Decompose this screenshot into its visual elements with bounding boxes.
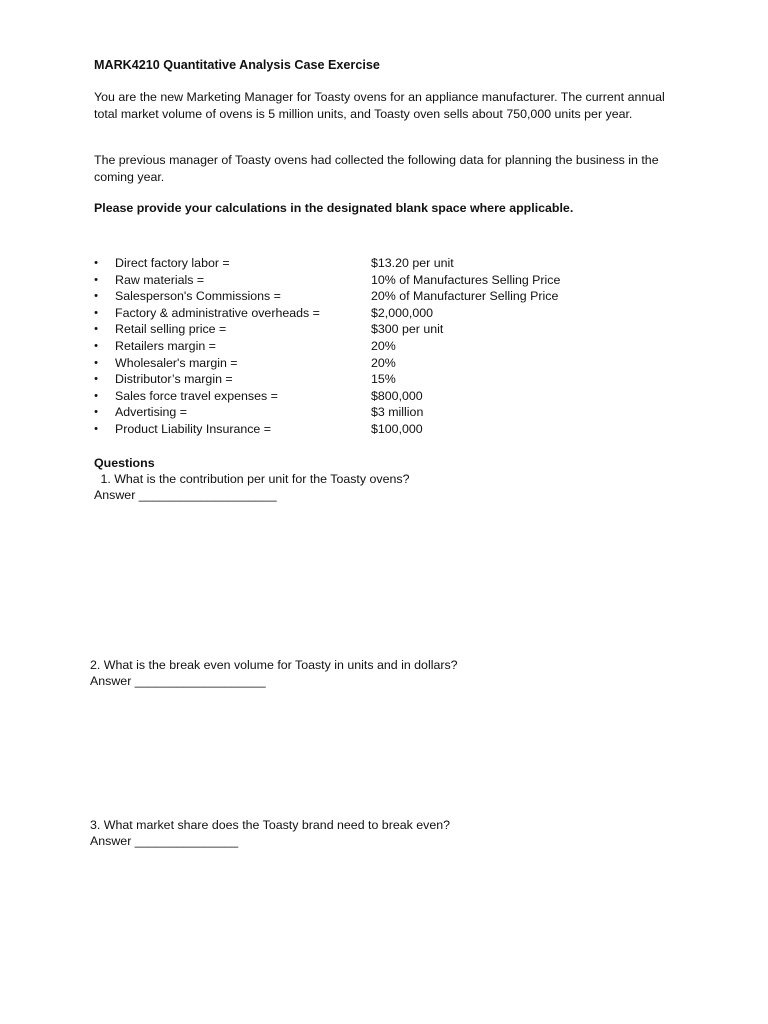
- list-item: [92, 255, 652, 272]
- bullet-icon: •: [94, 356, 98, 369]
- questions-heading: Questions: [94, 456, 155, 470]
- bullet-icon: •: [94, 323, 98, 336]
- item-label: Raw materials =: [115, 272, 205, 287]
- list-item: [92, 338, 652, 355]
- bullet-icon: •: [94, 339, 98, 352]
- bullet-icon: •: [94, 257, 98, 269]
- item-label: Distributor’s margin =: [115, 372, 233, 387]
- item-label: Retailers margin =: [115, 338, 216, 353]
- bullet-icon: •: [94, 389, 98, 402]
- list-item: [92, 355, 652, 372]
- cost-data-list: [92, 255, 652, 438]
- item-label: Factory & administrative overheads =: [115, 305, 320, 320]
- item-label: Wholesaler's margin =: [115, 355, 238, 370]
- item-value: $800,000: [371, 388, 423, 403]
- item-label: Retail selling price =: [115, 322, 227, 337]
- list-item: [92, 388, 652, 405]
- bullet-icon: •: [94, 273, 98, 286]
- item-value: $13.20 per unit: [371, 256, 454, 270]
- item-value: $2,000,000: [371, 305, 434, 320]
- question-1: 1. What is the contribution per unit for the Toasty ovens?: [97, 472, 410, 486]
- list-item: [92, 404, 652, 421]
- item-value: 20%: [371, 355, 396, 370]
- item-value: $100,000: [371, 421, 423, 436]
- bullet-icon: •: [94, 290, 98, 303]
- item-value: $3 million: [371, 405, 424, 420]
- intro-paragraph: You are the new Marketing Manager for Toasty ovens for an appliance manufacturer. The current annual total market volume of ovens is 5 million units, and Toasty oven sells about 750,000 units per year.: [94, 90, 665, 121]
- item-value: 15%: [371, 372, 396, 387]
- item-value: $300 per unit: [371, 322, 444, 337]
- answer-line-3: Answer _______________: [90, 834, 239, 848]
- item-value: 20%: [371, 338, 396, 353]
- bullet-icon: •: [94, 406, 98, 419]
- list-item: [92, 288, 652, 305]
- question-2: 2. What is the break even volume for Toasty in units and in dollars?: [90, 658, 458, 672]
- question-3: 3. What market share does the Toasty brand need to break even?: [90, 818, 451, 832]
- item-label: Direct factory labor =: [115, 256, 230, 270]
- list-item: [92, 305, 652, 322]
- context-paragraph: The previous manager of Toasty ovens had collected the following data for planning the business in the coming year.: [94, 153, 659, 184]
- answer-line-1: Answer ____________________: [94, 488, 277, 502]
- list-item: [92, 272, 652, 289]
- answer-line-2: Answer ___________________: [90, 674, 266, 688]
- document-title: MARK4210 Quantitative Analysis Case Exercise: [94, 58, 380, 72]
- item-value: 10% of Manufactures Selling Price: [371, 272, 561, 287]
- instruction-text: Please provide your calculations in the designated blank space where applicable.: [94, 201, 574, 215]
- item-label: Advertising =: [115, 405, 187, 420]
- list-item: [92, 421, 652, 438]
- bullet-icon: •: [94, 373, 98, 386]
- list-item: [92, 371, 652, 388]
- bullet-icon: •: [94, 422, 98, 435]
- item-label: Salesperson's Commissions =: [115, 289, 281, 304]
- item-label: Product Liability Insurance =: [115, 421, 272, 436]
- bullet-icon: •: [94, 306, 98, 319]
- list-item: [92, 321, 652, 338]
- item-label: Sales force travel expenses =: [115, 388, 278, 403]
- item-value: 20% of Manufacturer Selling Price: [371, 289, 559, 304]
